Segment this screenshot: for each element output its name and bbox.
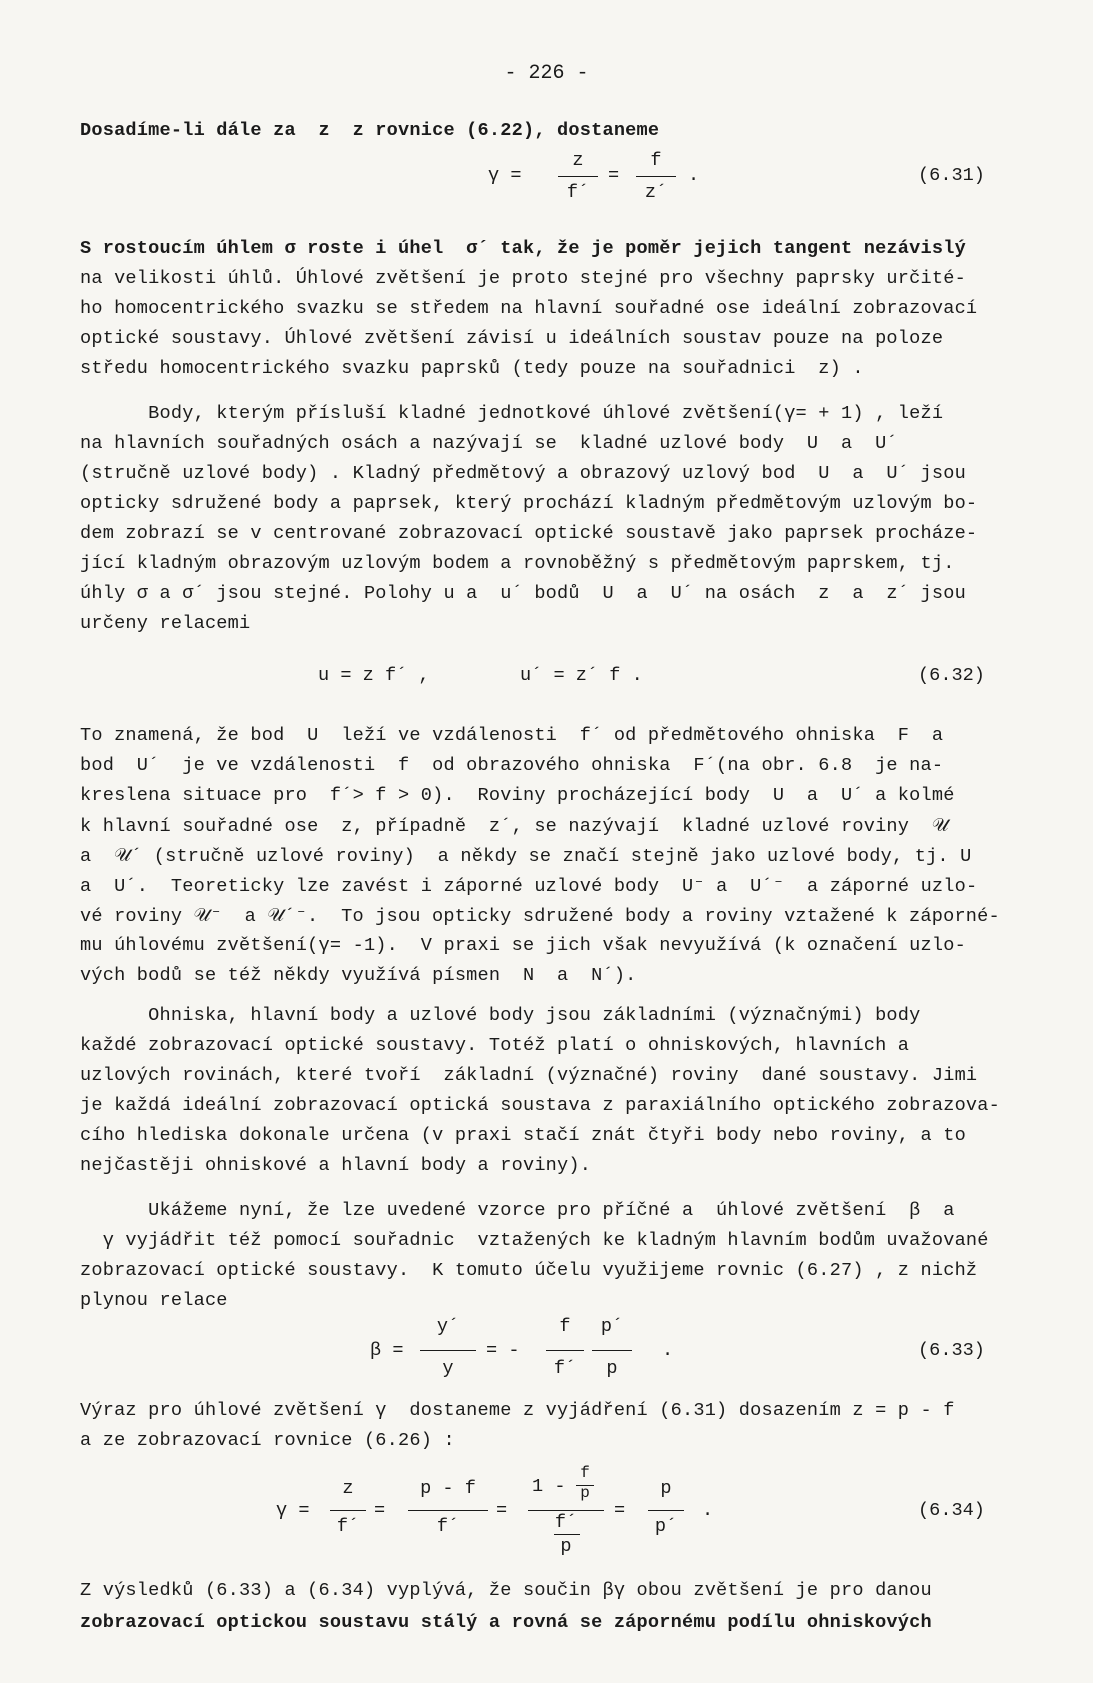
eq-equals: = — [374, 1500, 386, 1521]
eq-end: . — [702, 1500, 714, 1521]
text-line: optické soustavy. Úhlové zvětšení závisí u ideálních soustav pouze na poloze — [80, 328, 944, 349]
text-line: úhly σ a σ´ jsou stejné. Polohy u a u´ bodů U a U´ na osách z a z´ jsou — [80, 583, 966, 604]
equation-number: (6.31) — [918, 165, 985, 186]
eq-numerator: p´ — [600, 1316, 624, 1337]
fraction-bar — [648, 1510, 684, 1511]
eq-numerator: f — [650, 150, 662, 171]
text-line: Ukážeme nyní, že lze uvedené vzorce pro příčné a úhlové zvětšení β a — [80, 1200, 955, 1221]
text-line: zobrazovací optickou soustavu stálý a rovná se zápornému podílu ohniskových — [80, 1612, 932, 1633]
fraction-bar — [528, 1510, 604, 1511]
text-line: dem zobrazí se v centrované zobrazovací optické soustavě jako paprsek procháze- — [80, 523, 978, 544]
eq-right: u´ = z´ f . — [520, 665, 643, 686]
text-line: na velikosti úhlů. Úhlové zvětšení je proto stejné pro všechny paprsky určité- — [80, 268, 966, 289]
text-line: (stručně uzlové body) . Kladný předmětový a obrazový uzlový bod U a U´ jsou — [80, 463, 966, 484]
text-line: bod U´ je ve vzdálenosti f od obrazového ohniska F´(na obr. 6.8 je na- — [80, 755, 944, 776]
eq-numerator: z — [572, 150, 584, 171]
eq-numerator: p - f — [420, 1478, 476, 1499]
fraction-bar — [546, 1350, 584, 1351]
eq-numerator: p — [660, 1478, 672, 1499]
text-line: Body, kterým přísluší kladné jednotkové úhlové zvětšení(γ= + 1) , leží — [80, 403, 944, 424]
text-line: uzlových rovinách, které tvoří základní (význačné) roviny dané soustavy. Jimi — [80, 1065, 978, 1086]
eq-numerator: 1 - — [532, 1476, 566, 1497]
text-line: To znamená, že bod U leží ve vzdálenosti f´ od předmětového ohniska F a — [80, 725, 944, 746]
text-line: nejčastěji ohniskové a hlavní body a roviny). — [80, 1155, 592, 1176]
eq-equals: = — [614, 1500, 626, 1521]
text-line: γ vyjádřit též pomocí souřadnic vztažených ke kladným hlavním bodům uvažované — [80, 1230, 989, 1251]
text-line: zobrazovací optické soustavy. K tomuto účelu využijeme rovnic (6.27) , z nichž — [80, 1260, 978, 1281]
page-number: - 226 - — [504, 62, 589, 85]
text-line: opticky sdružené body a paprsek, který prochází kladným předmětovým uzlovým bo- — [80, 493, 978, 514]
text-line: cího hlediska dokonale určena (v praxi stačí znát čtyři body nebo roviny, a to — [80, 1125, 966, 1146]
eq-denominator: f´ — [436, 1516, 460, 1537]
text-line: a 𝒰´ (stručně uzlové roviny) a někdy se značí stejně jako uzlové body, tj. U — [80, 846, 972, 867]
text-line: a ze zobrazovací rovnice (6.26) : — [80, 1430, 455, 1451]
eq-equals: = — [496, 1500, 508, 1521]
eq-denominator: f´ — [553, 1358, 577, 1379]
eq-denominator: f´ — [336, 1516, 360, 1537]
text-line: ho homocentrického svazku se středem na hlavní souřadné ose ideální zobrazovací — [80, 298, 978, 319]
eq-denominator: p — [606, 1358, 618, 1379]
eq-numerator: f — [559, 1316, 571, 1337]
text-line: vé roviny 𝒰⁻ a 𝒰´⁻. To jsou opticky sdružené body a roviny vztažené k záporné- — [80, 906, 1000, 927]
fraction-bar — [592, 1350, 632, 1351]
eq-end: . — [688, 165, 700, 186]
text-line: vých bodů se též někdy využívá písmen N a N´). — [80, 965, 637, 986]
eq-numerator: f — [580, 1464, 590, 1482]
equation-number: (6.32) — [918, 665, 985, 686]
text-line: S rostoucím úhlem σ roste i úhel σ´ tak, že je poměr jejich tangent nezávislý — [80, 238, 966, 259]
text-line: na hlavních souřadných osách a nazývají se kladné uzlové body U a U´ — [80, 433, 898, 454]
eq-denominator: p — [560, 1536, 572, 1557]
fraction-bar — [420, 1350, 476, 1351]
eq-lhs: γ = — [276, 1500, 310, 1521]
eq-numerator: z — [342, 1478, 354, 1499]
text-line: každé zobrazovací optické soustavy. Totéž platí o ohniskových, hlavních a — [80, 1035, 910, 1056]
text-line: Výraz pro úhlové zvětšení γ dostaneme z vyjádření (6.31) dosazením z = p - f — [80, 1400, 955, 1421]
eq-equals: = — [608, 165, 620, 186]
fraction-bar — [554, 1534, 580, 1535]
text-line: středu homocentrického svazku paprsků (tedy pouze na souřadnici z) . — [80, 358, 864, 379]
fraction-bar — [558, 176, 598, 177]
eq-lhs: γ = — [488, 165, 522, 186]
text-line: Dosadíme-li dále za z z rovnice (6.22), dostaneme — [80, 120, 660, 141]
text-line: Ohniska, hlavní body a uzlové body jsou základními (význačnými) body — [80, 1005, 921, 1026]
text-line: je každá ideální zobrazovací optická soustava z paraxiálního optického zobrazova- — [80, 1095, 1001, 1116]
equation-number: (6.33) — [918, 1340, 985, 1361]
eq-left: u = z f´ , — [318, 665, 430, 686]
eq-numerator: y´ — [436, 1316, 460, 1337]
equation-number: (6.34) — [918, 1500, 985, 1521]
fraction-bar — [636, 176, 676, 177]
text-line: jící kladným obrazovým uzlovým bodem a rovnoběžný s předmětovým paprskem, tj. — [80, 553, 955, 574]
text-line: plynou relace — [80, 1290, 228, 1311]
text-line: určeny relacemi — [80, 613, 251, 634]
eq-denominator: y — [442, 1358, 454, 1379]
eq-equals: = - — [486, 1340, 520, 1361]
text-line: k hlavní souřadné ose z, případně z´, se nazývají kladné uzlové roviny 𝒰 — [80, 816, 949, 837]
text-line: a U´. Teoreticky lze zavést i záporné uzlové body U⁻ a U´⁻ a záporné uzlo- — [80, 876, 978, 897]
eq-denominator: p´ — [654, 1516, 678, 1537]
eq-denominator: z´ — [644, 182, 668, 203]
text-line: kreslena situace pro f´> f > 0). Roviny procházející body U a U´ a kolmé — [80, 785, 955, 806]
fraction-bar — [408, 1510, 488, 1511]
eq-denominator: p — [580, 1484, 590, 1502]
text-line: Z výsledků (6.33) a (6.34) vyplývá, že součin βγ obou zvětšení je pro danou — [80, 1580, 932, 1601]
eq-denominator: f´ — [566, 182, 590, 203]
eq-denominator: f´ — [554, 1512, 578, 1533]
text-line: mu úhlovému zvětšení(γ= -1). V praxi se jich však nevyužívá (k označení uzlo- — [80, 935, 966, 956]
eq-lhs: β = — [370, 1340, 404, 1361]
eq-end: . — [662, 1340, 674, 1361]
fraction-bar — [330, 1510, 366, 1511]
